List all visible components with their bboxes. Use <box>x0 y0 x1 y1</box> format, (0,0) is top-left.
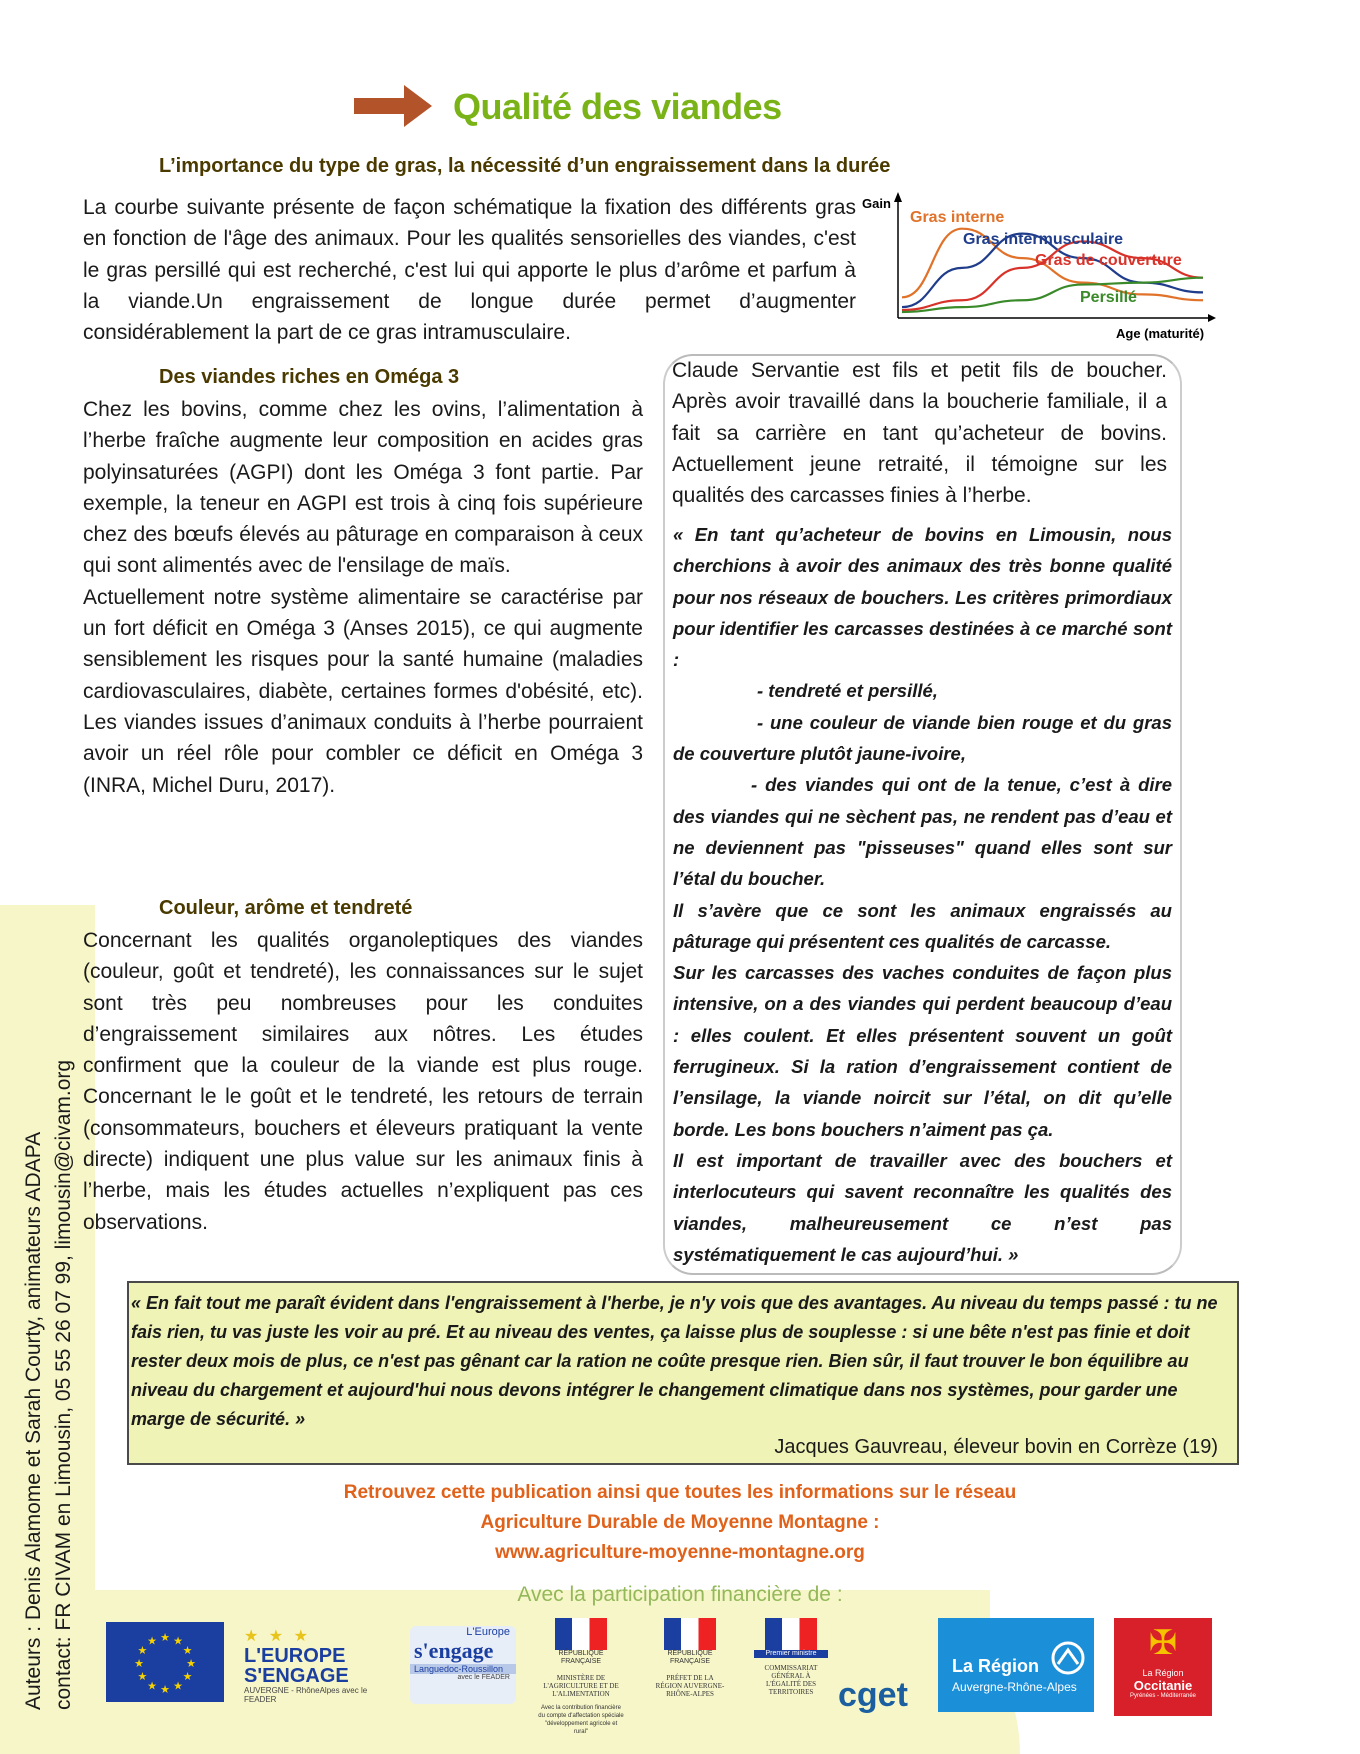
eu-star-icon: ★ <box>182 1671 193 1683</box>
omega-heading: Des viandes riches en Oméga 3 <box>159 366 460 388</box>
right-arrow-icon <box>352 82 434 130</box>
quote-para-1: « En tant qu’acheteur de bovins en Limousin, nous cherchions à avoir des animaux des très bonne qualité pour nos réseaux de bouchers. Les critères primordiaux pour identifier les carcasses destinées à ce marché sont : <box>673 524 1172 671</box>
eu-flag-logo <box>106 1622 224 1702</box>
mountain-icon <box>1050 1640 1086 1676</box>
region-occitanie-logo: ✠ La Région Occitanie Pyrénées - Méditerranée <box>1114 1618 1212 1716</box>
fat-deposition-chart <box>858 190 1220 341</box>
eu-star-icon: ★ <box>160 1684 170 1696</box>
eu-star-icon: ★ <box>160 1632 170 1644</box>
testimony-quote <box>673 519 1172 1270</box>
eu-star-icon: ★ <box>147 1635 157 1648</box>
y-axis-arrow <box>894 192 902 202</box>
quote-para-4: Il est important de travailler avec des bouchers et interlocuteurs qui savent reconnaître les qualités des viandes, malheureusement ce n’est pas systématiquement le cas aujourd’hui. » <box>673 1149 1172 1265</box>
eu-star-icon: ★ <box>137 1671 148 1683</box>
occitan-cross-icon: ✠ <box>1148 1624 1178 1662</box>
europe-engage-lr-logo: L'Europe s'engage Languedoc-Roussillon avec le FEADER <box>410 1626 516 1704</box>
testimony-intro: Claude Servantie est fils et petit fils de boucher. Après avoir travaillé dans la boucherie familiale, il a fait sa carrière en tant qu’acheteur de bovins. Actuellement jeune retraité, il témoigne sur les qualités des carcasses finies à l’herbe. <box>672 359 1167 508</box>
x-axis-label: Age (maturité) <box>1116 326 1205 341</box>
couleur-paragraph: Concernant les qualités organoleptiques des viandes (couleur, goût et tendreté), les connaissances sur le sujet sont très peu nombreuses pour les conduites d’engraissement similaires aux nôtres. Les études confirment que la couleur de la viande est plus rouge. Concernant le le goût et le tendreté, les retours de terrain (consommateurs, bouchers et éleveurs pratiquant la vente directe) indiquent une plus value sur les animaux finis à l’herbe, mais les études actuelles n’expliquent pas ces observations. <box>83 929 643 1234</box>
cget-ministre-logo: Premier ministre COMMISSARIAT GÉNÉRAL À L'ÉGALITÉ DES TERRITOIRES <box>754 1618 828 1718</box>
omega-paragraph-1: Chez les bovins, comme chez les ovins, l’alimentation à l’herbe fraîche augmente leur composition en acides gras polyinsaturées (AGPI) dont les Oméga 3 font partie. Par exemple, la teneur en AGPI est trois à cinq fois supérieure chez des bœufs élevés au pâturage en comparaison à ceux qui sont alimentés avec de l'ensilage de maïs. <box>83 398 643 578</box>
quote-criterion-2: - une couleur de viande bien rouge et du gras de couverture plutôt jaune-ivoire, <box>673 711 1172 765</box>
legend-gras-intermusculaire: Gras intermusculaire <box>963 231 1124 248</box>
legend-persille: Persillé <box>1080 289 1137 306</box>
eu-star-icon: ★ <box>186 1658 196 1670</box>
couleur-heading: Couleur, arôme et tendreté <box>159 897 413 919</box>
legend-gras-interne: Gras interne <box>910 209 1005 226</box>
contact-info: contact: FR CIVAM en Limousin, 05 55 26 07 99, limousin@civam.org <box>52 1059 75 1710</box>
eu-star-icon: ★ <box>173 1680 183 1693</box>
prefet-region-logo: RÉPUBLIQUE FRANÇAISE PRÉFET DE LA RÉGION AUVERGNE-RHÔNE-ALPES <box>654 1618 726 1718</box>
footer-line-2: Agriculture Durable de Moyenne Montagne : <box>480 1512 880 1533</box>
stars-icon: ★ ★ ★ <box>244 1628 311 1645</box>
couleur-section <box>83 925 643 1238</box>
footer-line-1: Retrouvez cette publication ainsi que toutes les informations sur le réseau <box>343 1482 1017 1503</box>
eu-stars-icon <box>106 1622 224 1702</box>
eu-star-icon: ★ <box>173 1635 183 1648</box>
quote-para-2: Il s’avère que ce sont les animaux engraissés au pâturage qui présentent ces qualités de carcasse. <box>673 899 1172 952</box>
eu-star-icon: ★ <box>147 1680 157 1693</box>
marianne-icon <box>555 1618 607 1650</box>
page-subtitle: L’importance du type de gras, la nécessité d’un engraissement dans la durée <box>159 155 891 177</box>
europe-engage-ara-logo: ★ ★ ★ L'EUROPE S'ENGAGE AUVERGNE - RhôneAlpes avec le FEADER <box>244 1626 384 1706</box>
region-ara-logo: La Région Auvergne-Rhône-Alpes <box>938 1618 1094 1712</box>
omega-section <box>83 394 643 801</box>
quote-para-3: Sur les carcasses des vaches conduites de façon plus intensive, on a des viandes qui perdent beaucoup d’eau : elles coulent. Et elles présentent souvent un goût ferrugineux. Si la ration d’engraissement contient de l’ensilage, la viande noircit sur l’étal, on dit qu’elle borde. Les bons bouchers n’aiment pas ça. <box>673 962 1172 1140</box>
farmer-quote-text: « En fait tout me paraît évident dans l'engraissement à l'herbe, je n'y vois que des avantages. Au niveau du temps passé : tu ne fais rien, tu vas juste les voir au pré. Et au niveau des ventes, ça laisse plus de souplesse : si une bête n'est pas finie et doit rester deux mois de plus, ce n'est pas gênant car la ration ne coûte presque rien. Bien sûr, il faut trouver le bon équilibre au niveau du chargement et aujourd'hui nous devons intégrer le changement climatique dans nos systèmes, pour garder une marge de sécurité. » <box>131 1293 1218 1429</box>
intro-paragraph: La courbe suivante présente de façon schématique la fixation des différents gras en fonction de l'âge des animaux. Pour les qualités sensorielles des viandes, c'est le gras persillé qui est recherché, c'est lui qui apporte le plus d’arôme et parfum à la viande.Un engraissement de longue durée permet d’augmenter considérablement la part de ce gras intramusculaire. <box>83 196 856 345</box>
footer-website-link[interactable]: www.agriculture-moyenne-montagne.org <box>495 1542 865 1563</box>
funding-label: Avec la participation financière de : <box>517 1583 843 1606</box>
legend-gras-couverture: Gras de couverture <box>1035 252 1182 269</box>
quote-criterion-1: - tendreté et persillé, <box>757 680 938 702</box>
x-axis-arrow <box>1208 314 1216 322</box>
cget-logo: cget <box>838 1676 908 1714</box>
y-axis-label: Gain <box>862 196 891 211</box>
eu-star-icon: ★ <box>137 1645 148 1657</box>
marianne-icon <box>664 1618 716 1650</box>
eu-star-icon: ★ <box>134 1658 144 1670</box>
eu-star-icon: ★ <box>182 1645 193 1657</box>
authors-credit: Auteurs : Denis Alamome et Sarah Courty, animateurs ADAPA <box>22 1131 45 1710</box>
marianne-icon <box>765 1618 817 1650</box>
omega-paragraph-2: Actuellement notre système alimentaire se caractérise par un fort déficit en Oméga 3 (Anses 2015), ce qui augmente sensiblement les risques pour la santé humaine (maladies cardiovasculaires, diabète, certaines formes d'obésité, etc). Les viandes issues d’animaux conduits à l’herbe pourraient avoir un réel rôle pour combler ce déficit en Oméga 3 (INRA, Michel Duru, 2017). <box>83 585 643 797</box>
page-title: Qualité des viandes <box>453 86 782 127</box>
farmer-quote-author: Jacques Gauvreau, éleveur bovin en Corrèze (19) <box>774 1436 1218 1458</box>
quote-criterion-3: - des viandes qui ont de la tenue, c’est à dire des viandes qui ne sèchent pas, ne rendent pas d’eau et ne deviennent pas "pisseuses" quand elles sont sur l’étal du boucher. <box>673 774 1172 890</box>
ministere-agriculture-logo: RÉPUBLIQUE FRANÇAISE MINISTÈRE DE L'AGRICULTURE ET DE L'ALIMENTATION Avec la contribution financière du compte d'affectation spéciale "développement agricole et rural" <box>538 1618 624 1748</box>
